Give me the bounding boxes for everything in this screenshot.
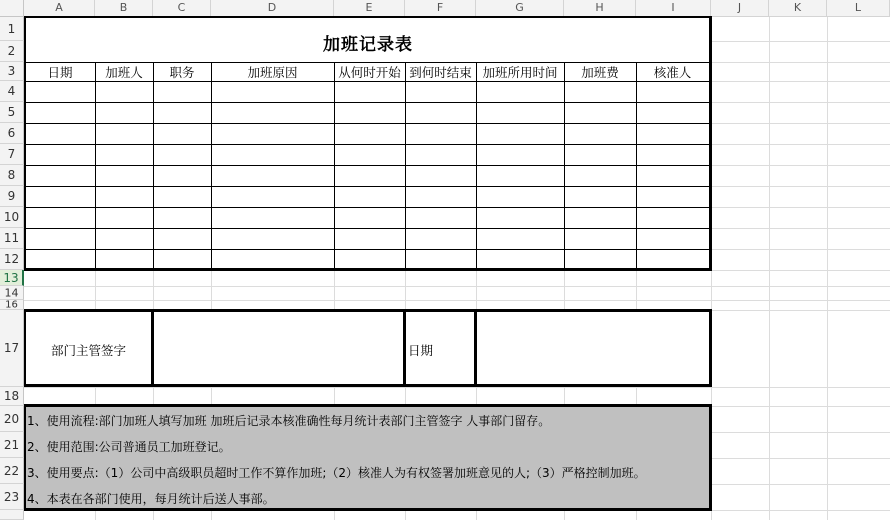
- header-date: 日期: [47, 65, 73, 80]
- row-number: 1: [7, 21, 16, 36]
- column-header-d[interactable]: D: [211, 0, 334, 17]
- column-header-b[interactable]: B: [95, 0, 153, 17]
- row-header-17[interactable]: [0, 310, 24, 387]
- gridline: [24, 286, 890, 287]
- header-duration: 加班所用时间: [482, 65, 558, 80]
- row-header-6[interactable]: [0, 123, 24, 144]
- row-number: 21: [3, 437, 20, 452]
- row-number: 18: [3, 389, 20, 403]
- row-header-16[interactable]: [0, 300, 24, 310]
- row-header-10[interactable]: [0, 207, 24, 228]
- column-header-l[interactable]: L: [827, 0, 890, 17]
- row-header-2[interactable]: [0, 41, 24, 62]
- row-header-22[interactable]: [0, 458, 24, 484]
- signature-field[interactable]: [154, 312, 403, 384]
- table-rule: [405, 62, 406, 270]
- date-label: 日期: [408, 343, 434, 358]
- notes-border: [24, 508, 712, 511]
- table-rule: [25, 165, 711, 166]
- column-header-h[interactable]: H: [564, 0, 636, 17]
- row-header-23[interactable]: [0, 484, 24, 510]
- table-rule: [25, 123, 711, 124]
- row-header-7[interactable]: [0, 144, 24, 165]
- row-number: 20: [3, 411, 20, 426]
- header-end: 到何时结束: [409, 65, 472, 80]
- table-rule: [95, 62, 96, 270]
- note-item: 3、使用要点:（1）公司中高级职员超时工作不算作加班;（2）核准人为有权签署加班意见的人;（3）严格控制加班。: [27, 466, 646, 480]
- table-rule: [153, 62, 154, 270]
- row-header-9[interactable]: [0, 186, 24, 207]
- row-header-14[interactable]: [0, 286, 24, 300]
- row-number: 22: [3, 463, 20, 478]
- row-header-18[interactable]: [0, 387, 24, 406]
- row-number: 5: [7, 105, 16, 119]
- row-header-20[interactable]: [0, 406, 24, 432]
- table-rule: [476, 62, 477, 270]
- row-number: 13: [3, 270, 19, 285]
- notes-border: [709, 404, 712, 511]
- row-number: 23: [3, 489, 20, 504]
- row-number: 3: [7, 64, 16, 78]
- row-number: 6: [7, 126, 16, 140]
- notes-border: [24, 404, 26, 511]
- row-number: 14: [4, 286, 19, 299]
- row-number: 8: [7, 168, 16, 182]
- column-header-c[interactable]: C: [153, 0, 211, 17]
- header-pay: 加班费: [581, 65, 619, 80]
- column-header-i[interactable]: I: [636, 0, 711, 17]
- row-number: 12: [3, 252, 20, 266]
- column-header-k[interactable]: K: [769, 0, 827, 17]
- row-header-1[interactable]: [0, 17, 24, 41]
- table-rule: [636, 62, 637, 270]
- header-person: 加班人: [105, 65, 143, 80]
- signature-label: 部门主管签字: [50, 343, 126, 358]
- row-header-24[interactable]: [0, 510, 24, 520]
- column-header-g[interactable]: G: [476, 0, 564, 17]
- select-all-corner[interactable]: [0, 0, 24, 17]
- table-rule: [25, 186, 711, 187]
- row-header-4[interactable]: [0, 81, 24, 102]
- table-rule: [25, 207, 711, 208]
- gridline: [827, 17, 828, 520]
- signature-border: [403, 309, 406, 387]
- signature-border: [24, 384, 712, 387]
- header-start: 从何时开始: [338, 65, 401, 80]
- row-header-12[interactable]: [0, 249, 24, 270]
- row-number: 2: [7, 44, 16, 58]
- gridline: [24, 300, 890, 301]
- form-title: 加班记录表: [323, 35, 413, 55]
- table-rule: [25, 249, 711, 250]
- column-header-j[interactable]: J: [711, 0, 769, 17]
- header-reason: 加班原因: [247, 65, 298, 80]
- table-rule: [25, 102, 711, 103]
- signature-border: [709, 309, 712, 387]
- table-border: [24, 16, 26, 271]
- row-header-21[interactable]: [0, 432, 24, 458]
- notes-border: [24, 404, 712, 407]
- row-header-8[interactable]: [0, 165, 24, 186]
- header-position: 职务: [169, 65, 195, 80]
- header-approver: 核准人: [653, 65, 692, 80]
- table-rule: [334, 62, 335, 270]
- table-rule: [25, 144, 711, 145]
- row-header-3[interactable]: [0, 62, 24, 81]
- column-header-a[interactable]: A: [24, 0, 95, 17]
- column-header-f[interactable]: F: [405, 0, 476, 17]
- date-field[interactable]: [477, 312, 709, 384]
- column-header-e[interactable]: E: [334, 0, 405, 17]
- row-header-13[interactable]: [0, 270, 24, 286]
- note-item: 4、本表在各部门使用，每月统计后送人事部。: [27, 492, 275, 506]
- table-rule: [211, 62, 212, 270]
- row-number: 4: [7, 84, 16, 98]
- table-border: [24, 268, 712, 271]
- row-number: 17: [3, 341, 20, 355]
- row-number: 11: [3, 231, 20, 245]
- row-number: 16: [5, 299, 18, 310]
- row-header-5[interactable]: [0, 102, 24, 123]
- table-rule: [25, 81, 711, 82]
- row-number: 7: [7, 147, 16, 161]
- table-border: [24, 16, 712, 18]
- gridline: [769, 17, 770, 520]
- note-item: 1、使用流程:部门加班人填写加班 加班后记录本核准确性每月统计表部门主管签字 人事部门留存。: [27, 414, 551, 428]
- note-item: 2、使用范围:公司普通员工加班登记。: [27, 440, 231, 454]
- row-header-11[interactable]: [0, 228, 24, 249]
- table-rule: [25, 228, 711, 229]
- row-number: 10: [3, 210, 20, 224]
- row-number: 9: [7, 189, 16, 203]
- table-rule: [564, 62, 565, 270]
- gridline: [24, 387, 890, 388]
- table-border: [709, 16, 712, 271]
